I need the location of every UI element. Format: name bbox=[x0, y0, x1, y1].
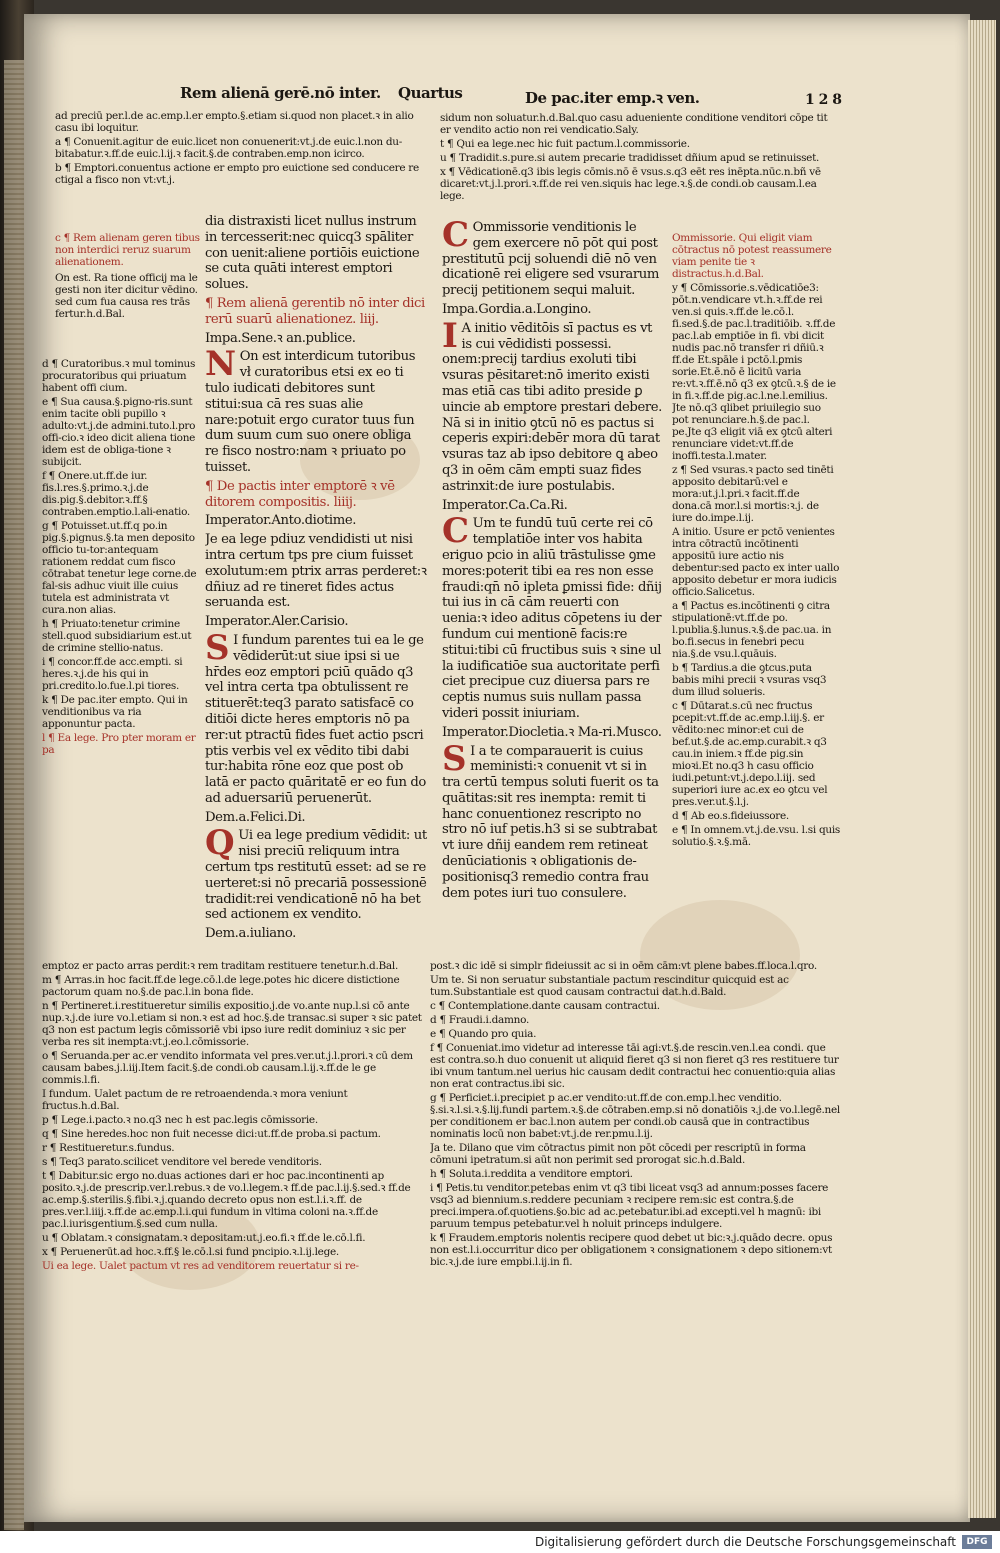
gloss-qui-ea-lege: Ui ea lege. Ualet pactum vt res ad venditorem reuertatur si re- bbox=[42, 1260, 359, 1272]
gloss: emptoz er pacto arras perdit:ꝛ rem traditam restituere tenetur.h.d.Bal. bbox=[42, 960, 398, 972]
gloss-p: p ¶ Lege.i.pacto.ꝛ no.q3 nec h est pac.legis cōmissorie. bbox=[42, 1114, 318, 1126]
gloss-l: l ¶ Ea lege. Pro pter moram er pa bbox=[42, 732, 196, 756]
main-column-2 bbox=[442, 220, 664, 955]
col1-text-3: I fundum parentes tui ea le ge vēdiderūt:ut siue ipsi si ue hr̄des eoz emptori pciū quādo q3 vel intra certa tpa obtulissent re stituerēt:teq3 parato satisfacē co ditiōi dicte heres emptoris nō pa rer:ut ptractū fides fuet actio pscri ptis verbis vel ex vēdito tibi dabi tur:habita rōne eoz que post ob latā er pacto quāritatē er eo fun do ad aduersariū peruenerūt. bbox=[205, 632, 426, 806]
gloss-u2: u ¶ Oblatam.ꝛ consignatam.ꝛ depositam:ut.j.eo.fi.ꝛ ff.de le.cō.l.fi. bbox=[42, 1232, 366, 1244]
col2-text-3: Um te fundū tuū certe rei cō templatiōe inter vos habita eriguo pcio in aliū trāstulisse ꝯme mores:poterit tibi ea res non esse fraudi:qn̄ nō ipleta ꝑmissi fide: dñij tui ius in cā cām reuerti con uenia:ꝛ ideo aditus cōpetens iu der fundum cui mentionē facis:re stitui:tibi cū fructibus suis ꝛ sine ul la iudificatiōe sua auctoritate perfi ciet precipue cuz diuersa pars re ceptis numus suis nullam passa videri possit iniuriam. bbox=[442, 516, 662, 721]
col2-text-4: I a te comparauerit is cuius meministi:ꝛ conuenit vt si in tra certū tempus soluti fuerit os ta quātitas:sit res inempta: remit ti hanc conuentionez rescripto no stro nō iuf petis.h3 si se subtrabat vt iure dñij eandem rem retineat denūciationis ꝛ obligationis de-positionisq3 remedio contra frau dem potes iuri tuo consulere. bbox=[442, 743, 659, 901]
col1-ref-2: Imperator.Anto.diotime. bbox=[205, 513, 357, 529]
digitization-footer bbox=[0, 1531, 1000, 1553]
gloss-g: g ¶ Potuisset.ut.ff.q po.in pig.§.pignus.§.ta men deposito officio tu-tor:antequam rationem reddat cum fisco cōtrabat tenetur lege corne.de fal-sis adhuc viuit ille cuius tutela est administrata vt cura.non alias. bbox=[42, 520, 197, 616]
gloss-a-initio: A initio. Usure er pctō venientes intra cōtractū incōtinenti appositū iure actio nis debentur:sed pacto ex inter uallo apposito debetur er mora iudicis officio.Salicetus. bbox=[672, 526, 840, 598]
gloss-on-est: On est. Ra tione officij ma le gesti non iter dicitur vēdino. sed cum fua causa res trās fertur.h.d.Bal. bbox=[55, 272, 198, 320]
col1-rubric-1: ¶ Rem alienā gerentib nō inter dici rerū suarū alienationez. liij. bbox=[205, 295, 425, 327]
initial-s: S bbox=[205, 627, 230, 668]
glosses-bottom-right bbox=[430, 960, 840, 1310]
gloss-u: u ¶ Tradidit.s.pure.si autem precarie tradidisset dñium apud se retinuisset. bbox=[440, 152, 820, 164]
initial-c2: C bbox=[442, 511, 469, 552]
glosses-left-margin bbox=[42, 358, 200, 950]
col1-rubric-2: ¶ De pactis inter emptorē ꝛ vē ditorem compositis. liiij. bbox=[205, 478, 395, 510]
gloss-cum-te: Um te. Si non seruatur substantiale pactum rescinditur quicquid est ac tum.Substantiale est quod causam contractui dat.h.d.Bald. bbox=[430, 974, 789, 998]
gloss: a ¶ Conuenit.agitur de euic.licet non conuenerit:vt.j.de euic.l.non du-bitabatur.ꝛ.ff.de euic.l.ij.ꝛ facit.§.de contraben.emp.non icirco. bbox=[55, 136, 403, 160]
col1-ref-5: Dem.a.iuliano. bbox=[205, 926, 296, 942]
gloss-r: r ¶ Restitueretur.s.fundus. bbox=[42, 1142, 175, 1154]
initial-s2: S bbox=[442, 738, 467, 779]
gloss-f2: f ¶ Conueniat.imo videtur ad interesse tāi agi:vt.§.de rescin.ven.l.ea condi. que est contra.so.h duo conuenit ut aliquid fieret q3 si non fieret q3 res restituere tur ibi vnum tantum.nel uerius hic causam dedit contractui hec conuentio:quia alias non erat contractus.ibi sic. bbox=[430, 1042, 839, 1090]
col1-text-1: On est interdicum tutoribus vł curatoribus etsi ex eo ti tulo iudicati debitores sunt stitui:sua cā res suas alie nare:potuit ergo curator tuus fun dum suum cum suo onere obliga re fisco nostro:nam ꝛ priuato po tuisset. bbox=[205, 349, 416, 475]
gloss: ad preciū per.l.de ac.emp.l.er empto.§.etiam si.quod non placet.ꝛ in alio casu ibi loquitur. bbox=[55, 110, 414, 134]
gloss-c: c ¶ Dūtarat.s.cū nec fructus pcepit:vt.ff.de ac.emp.l.iij.§. er vēdito:nec minor:et cui de bef.ut.§.de ac.emp.curabit.ꝛ q3 cau.in iniem.ꝛ ff.de pig.sin mioꝛi.Et no.q3 h casu officio iudi.petunt:vt.j.depo.l.iij. sed superiori iure ac.ex eo ꝯtcu vel pres.ver.ut.§.l.j. bbox=[672, 700, 828, 808]
gloss-e: e ¶ Sua causa.§.pigno-ris.sunt enim tacite obli pupillo ꝛ adulto:vt.j.de admini.tuto.l.pro offi-cio.ꝛ ideo dicit aliena tione idem est de obliga-tione ꝛ subijcit. bbox=[42, 396, 196, 468]
col2-ref-1: Impa.Gordia.a.Longino. bbox=[442, 301, 592, 317]
gloss-i2: i ¶ Petis.tu venditor.petebas enim vt q3 tibi liceat vsq3 ad annum:posses facere vsq3 ad biennium.s.reddere pecuniam ꝛ recipere rem:sic est contra.§.de preci.impera.of.quotiens.§o.bic ad ac.petebatur.ibi.ad excepti.vel h magnū: ibi paruum tempus petebatur.vel h noluit princeps indulgere. bbox=[430, 1182, 829, 1230]
initial-i: I bbox=[442, 315, 458, 356]
col1-ref-4: Dem.a.Felici.Di. bbox=[205, 809, 306, 825]
gloss-x: x ¶ Vēdicationē.q3 ibis legis cōmis.nō ē vsus.s.q3 eēt res inēpta.nūc.n.bñ vē dicaret:vt.j.l.prori.ꝛ.ff.de rei ven.siquis hac lege.ꝛ.§.de condi.ob causam.l.ea lege. bbox=[440, 166, 821, 202]
gloss: b ¶ Emptori.conuentus actione er empto pro euictione sed conducere re ctigal a fisco non vt:vt.j. bbox=[55, 162, 419, 186]
gloss-x2: x ¶ Peruenerūt.ad hoc.ꝛ.ff.§ le.cō.l.si fund pncipio.ꝛ.l.ij.lege. bbox=[42, 1246, 339, 1258]
gloss-e3: e ¶ Quando pro quia. bbox=[430, 1028, 537, 1040]
gloss-f: f ¶ Onere.ut.ff.de iur. fis.l.res.§.primo.ꝛ.j.de dis.pig.§.debitor.ꝛ.ff.§ contraben.emptio.l.ali-enatio. bbox=[42, 470, 190, 518]
gloss-q: q ¶ Sine heredes.hoc non fuit necesse dici:ut.ff.de proba.si pactum. bbox=[42, 1128, 381, 1140]
col1-text-2: Je ea lege pdiuz vendidisti ut nisi intra certum tps pre cium fuisset exolutum:em ptrix arras perderet:ꝛ dñiuz ad re tineret fides actus seruanda est. bbox=[205, 532, 427, 611]
glosses-top-right bbox=[440, 112, 840, 212]
glosses-right-column bbox=[672, 232, 840, 957]
right-page-edges bbox=[968, 20, 996, 1518]
gloss-commissorie: Ommissorie. Qui eligit viam cōtractus nō potest reassumere viam penite tie ꝛ distractus.h.d.Bal. bbox=[672, 232, 832, 280]
col2-ref-2: Imperator.Ca.Ca.Ri. bbox=[442, 497, 568, 513]
glosses-bottom-left bbox=[42, 960, 426, 1310]
initial-q: Q bbox=[205, 823, 235, 864]
dfg-logo: DFG bbox=[962, 1535, 992, 1549]
gloss-k: k ¶ De pac.iter empto. Qui in venditionibus va ria apponuntur pacta. bbox=[42, 694, 188, 730]
initial-c: C bbox=[442, 220, 469, 255]
initial-n: N bbox=[205, 344, 236, 385]
gloss-si-fundum: I fundum. Ualet pactum de re retroaendenda.ꝛ mora veniunt fructus.h.d.Bal. bbox=[42, 1088, 348, 1112]
left-page-edges bbox=[4, 60, 24, 1530]
gloss-t: t ¶ Qui ea lege.nec hic fuit pactum.l.commissorie. bbox=[440, 138, 690, 150]
running-head-right: De pac.iter emp.ꝛ ven. bbox=[525, 89, 700, 107]
col2-text-1: Ommissorie venditionis le gem exercere nō pōt qui post prestitutū pcij soluendi diē nō ven dicationē rei eligere sed vsurarum precij petitionem sequi maluit. bbox=[442, 220, 659, 299]
gloss-h2: h ¶ Soluta.i.reddita a venditore emptori. bbox=[430, 1168, 633, 1180]
gloss-i: i ¶ concor.ff.de acc.empti. si heres.ꝛ.j.de his qui in pri.credito.lo.fue.l.pi tiores. bbox=[42, 656, 183, 692]
folio-number: 1 2 8 bbox=[805, 92, 842, 108]
gloss-m: m ¶ Arras.in hoc facit.ff.de lege.cō.l.de lege.potes hic dicere distictione pactorum quam no.§.de pac.l.in bona fide. bbox=[42, 974, 400, 998]
gloss-c2: c ¶ Contemplatione.dante causam contractui. bbox=[430, 1000, 660, 1012]
gloss-s: s ¶ Teq3 parato.scilicet venditore vel berede venditoris. bbox=[42, 1156, 322, 1168]
footer-credit: Digitalisierung gefördert durch die Deutsche Forschungsgemeinschaft bbox=[534, 1535, 956, 1549]
gloss-d2: d ¶ Ab eo.s.fideiussore. bbox=[672, 810, 789, 822]
running-head-center: Quartus bbox=[398, 84, 463, 102]
gloss-e2: e ¶ In omnem.vt.j.de.vsu. l.si quis solutio.§.ꝛ.§.mā. bbox=[672, 824, 840, 848]
gloss-si-a-te: Ja te. Dilano que vim cōtractus pimit non pōt cōcedi per rescriptū in forma cōmuni ipetratum.si aūt non perimit sed prorogat sic.h.d.Bald. bbox=[430, 1142, 806, 1166]
gloss-d3: d ¶ Fraudi.i.damno. bbox=[430, 1014, 529, 1026]
gloss-h: h ¶ Priuato:tenetur crimine stell.quod subsidiarium est.ut de crimine stellio-natus. bbox=[42, 618, 192, 654]
col1-ref-3: Imperator.Aler.Carisio. bbox=[205, 614, 349, 630]
gloss-n: n ¶ Pertineret.i.restitueretur similis expositio.j.de vo.ante nup.l.si cō ante nup.ꝛ.j.de iure vo.l.etiam si non.ꝛ est ad hoc.§.de transac.si super ꝛ sic patet q3 non est pactum legis cōmissoriē vbi ipso iure redit dominiuz ꝛ sic per verba res sit inempta:vt.j.eo.l.cōmissorie. bbox=[42, 1000, 422, 1048]
running-head-left: Rem alienā gerē.nō inter. bbox=[180, 84, 381, 102]
gloss-t2: t ¶ Dabitur.sic ergo no.duas actiones dari er hoc pac.incontinenti ap posito.ꝛ.j.de prescrip.ver.l.rebus.ꝛ de vo.l.legem.ꝛ ff.de pac.l.ij.§.sed.ꝛ ff.de ac.emp.§.sterilis.§.fibi.ꝛ.j.quando decreto opus non est.l.i.ꝛ.ff. de pres.ver.l.iiij.ꝛ.ff.de ac.emp.l.i.qui fundum in vltima coloni na.ꝛ.ff.de pac.l.iurisgentium.§.sed cum nulla. bbox=[42, 1170, 411, 1230]
col1-top-text: dia distraxisti licet nullus instrum in tercesserit:nec quicq3 spāliter con uenit:aliene portiōis euictione se cuta quāti interest emptori solues. bbox=[205, 214, 420, 293]
gloss: sidum non soluatur.h.d.Bal.quo casu adueniente conditione venditori cōpe tit er vendito actio non rei vendicatio.Saly. bbox=[440, 112, 828, 136]
col2-ref-3: Imperator.Diocletia.ꝛ Ma-ri.Musco. bbox=[442, 724, 662, 740]
gloss-z: z ¶ Sed vsuras.ꝛ pacto sed tinēti apposito debitarū:vel e mora:ut.j.l.pri.ꝛ facit.ff.de dona.cā mor.l.si mortis:ꝛ.j. de iure do.impe.l.ij. bbox=[672, 464, 834, 524]
gloss-o: o ¶ Seruanda.per ac.er vendito informata vel pres.ver.ut.j.l.prori.ꝛ cū dem causam babes.j.l.iij.Item facit.§.de condi.ob causam.l.ij.ꝛ.ff.de le ge commis.l.fi. bbox=[42, 1050, 413, 1086]
glosses-top-left bbox=[55, 110, 425, 230]
gloss-b: b ¶ Tardius.a die ꝯtcus.puta babis mihi precii ꝛ vsuras vsq3 dum illud solueris. bbox=[672, 662, 827, 698]
col1-text-4: Ui ea lege predium vēdidit: ut nisi preciū reliquum intra certum tps restitutū esset: ad se re uerteret:si nō precariā possessionē tradidit:rei vendicationē nō ha bet sed actionem ex vendito. bbox=[205, 828, 427, 923]
gloss: post.ꝛ dic idē si simplr fideiussit ac si in oēm cām:vt plene babes.ff.loca.l.qro. bbox=[430, 960, 817, 972]
gloss-k2: k ¶ Fraudem.emptoris nolentis recipere quod debet ut bic:ꝛ.j.quādo decre. opus non est.l.i.occurritur dico per obligationem ꝛ consignationem ꝛ depo sitionem:vt bic.ꝛ.j.de iure empbi.l.ij.in fi. bbox=[430, 1232, 833, 1268]
col1-ref-1: Impa.Sene.ꝛ an.publice. bbox=[205, 330, 356, 346]
gloss-rubric-rem-alienam: c ¶ Rem alienam geren tibus non interdici reruz suarum alienationem. bbox=[55, 232, 200, 268]
gloss-y: y ¶ Cōmissorie.s.vēdicatiōe3: pōt.n.vendicare vt.h.ꝛ.ff.de rei ven.si quis.ꝛ.ff.de le.cō.l. fi.sed.§.de pac.l.traditiōib. ꝛ.ff.de pac.l.ab emptiōe in fi. vbi dicit nudis pac.nō transfer ri dñiū.ꝛ ff.de Et.spāle i pctō.l.ꝑmis sorie.Et.ē.nō ē licitū varia re:vt.ꝛ.ff.ē.nō q3 ex ꝯtcū.ꝛ.§ de ie in fi.ꝛ.ff.de pig.ac.l.ne.l.emilius. Jte nō.q3 qlibet priuilegio suo pot renunciare.h.§.de pac.l. pe.Jte q3 eligit viā ex ꝯtcū alteri renunciare videt:vt.ff.de inoffi.testa.l.mater. bbox=[672, 282, 836, 462]
gloss-g2: g ¶ Perficiet.i.precipiet p ac.er vendito:ut.ff.de con.emp.l.hec venditio. §.si.ꝛ.l.si.ꝛ.§.lij.fundi partem.ꝛ.§.de cōtraben.emp.si nō donatiōis ꝛ.j.de vo.l.legē.nel per conditionem er bac.l.non autem per condi.ob causā que in contractibus nominatis locū non babet:vt.j.de rer.pmu.l.ij. bbox=[430, 1092, 840, 1140]
gloss-d: d ¶ Curatoribus.ꝛ mul tominus procuratoribus qui priuatum habent offi cium. bbox=[42, 358, 196, 394]
col2-text-2: A initio vēditōis sī pactus es vt is cui vēdidisti possessi. onem:precij tardius exoluti tibi vsuras pēsitaret:nō imerito existi mas etiā cas tibi adito preside ꝑ uincie ab emptore prestari debere. Nā si in initio ꝯtcū nō es pactus si ceperis expiri:debēr mora dū tarat vsuras taz ab ipso debitore ꝗ abeo q3 in oēm cām empti suaz fides astrinxit:de iure postulabis. bbox=[442, 320, 662, 494]
main-column-1 bbox=[205, 214, 427, 954]
gloss-a: a ¶ Pactus es.incōtinenti ꝯ citra stipulationē:vt.ff.de po. l.publia.§.lunus.ꝛ.§.de pac.ua. in bo.fi.secus in fenebri pecu nia.§.de vsu.l.quāuis. bbox=[672, 600, 832, 660]
